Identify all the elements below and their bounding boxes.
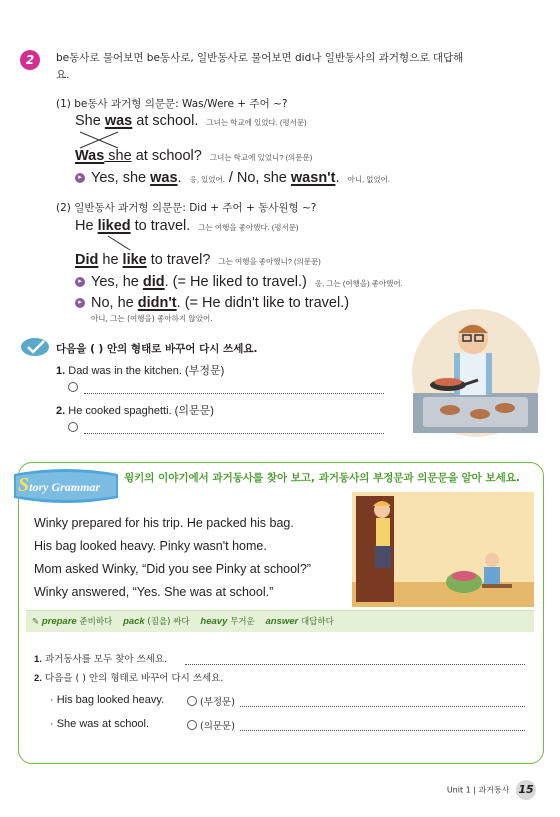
part2-heading: (2) 일반동사 과거형 의문문: Did + 주어 + 동사원형 ~? [56,202,317,214]
arrow-bullet-icon: ▸ [75,277,85,287]
answer-marker-icon [187,720,197,730]
story-question-1: 1. 과거동사를 모두 찾아 쓰세요. [34,654,168,665]
page-number: 15 [516,780,536,800]
verb-question: Did he like to travel? 그는 여행을 좋아했니? (의문문) [75,252,321,268]
story-q2b-form: (의문문) [200,721,235,732]
story-text [34,512,311,604]
arrow-bullet-icon: ▸ [75,298,85,308]
story-question-2: 2. 다음을 ( ) 안의 형태로 바꾸어 다시 쓰세요. [34,673,224,684]
verb-statement: He liked to travel. 그는 여행을 좋아했다. (평서문) [75,218,299,234]
answer-marker-icon [187,696,197,706]
story-line: Winky answered, “Yes. She was at school.” [34,585,274,599]
story-line: Mom asked Winky, “Did you see Pinky at school?” [34,562,311,576]
check-badge-icon [20,337,50,357]
story-q2a: · His bag looked heavy. [50,694,165,706]
story-q2a-form: (부정문) [200,697,235,708]
cooking-man-illustration [408,305,543,440]
story-line: Winky prepared for his trip. He packed his bag. [34,516,294,530]
exercise-title: 다음을 ( ) 안의 형태로 바꾸어 다시 쓰세요. [56,343,258,355]
exercise-item-1: 1. Dad was in the kitchen. (부정문) [56,365,225,377]
story-line: His bag looked heavy. Pinky wasn't home. [34,539,267,553]
section-intro-text: be동사로 물어보면 be동사로, 일반동사로 물어보면 did나 일반동사의 과거형으로 대답해요. [56,52,464,81]
story-answer-line-1[interactable] [185,664,525,665]
section-number-badge: 2 [20,50,40,70]
be-question: Was she at school? 그녀는 학교에 있었니? (의문문) [75,148,313,164]
answer-marker-icon [68,422,78,432]
answer-line-1[interactable] [84,393,384,394]
story-illustration [352,492,534,607]
vocabulary-bar: ✎ prepare 준비하다 pack (짐을) 싸다 heavy 무거운 answer 대답하다 [26,610,534,632]
story-q2b: · She was at school. [50,718,150,730]
transform-arrow-icon [106,234,136,254]
verb-answer-no: ▸ No, he didn't. (= He didn't like to travel.) [75,295,349,311]
verb-answer-no-translation: 아니, 그는 (여행을) 좋아하지 않았어. [91,314,213,323]
unit-label: Unit 1 | 과거동사 [446,785,510,795]
story-heading: 윙키의 이야기에서 과거동사를 찾아 보고, 과거동사의 부정문과 의문문을 알아 보세요. [124,472,520,484]
part1-heading: (1) be동사 과거형 의문문: Was/Were + 주어 ~? [56,98,288,110]
story-logo-text: Story Grammar [18,474,101,496]
story-answer-line-2b[interactable] [240,730,525,731]
exercise-item-2: 2. He cooked spaghetti. (의문문) [56,405,214,417]
arrow-bullet-icon: ▸ [75,173,85,183]
swap-arrows-icon [78,130,128,150]
be-answer: ▸ Yes, she was. 응, 있었어. / No, she wasn't. 아니, 없었어. [75,170,390,186]
page-footer [447,780,536,800]
verb-answer-yes: ▸ Yes, he did. (= He liked to travel.) 응, 그는 (여행을) 좋아했어. [75,274,403,290]
answer-marker-icon [68,382,78,392]
story-answer-line-2a[interactable] [240,706,525,707]
pencil-icon: ✎ [32,617,40,627]
answer-line-2[interactable] [84,433,384,434]
be-statement: She was at school. 그녀는 학교에 있었다. (평서문) [75,113,307,129]
